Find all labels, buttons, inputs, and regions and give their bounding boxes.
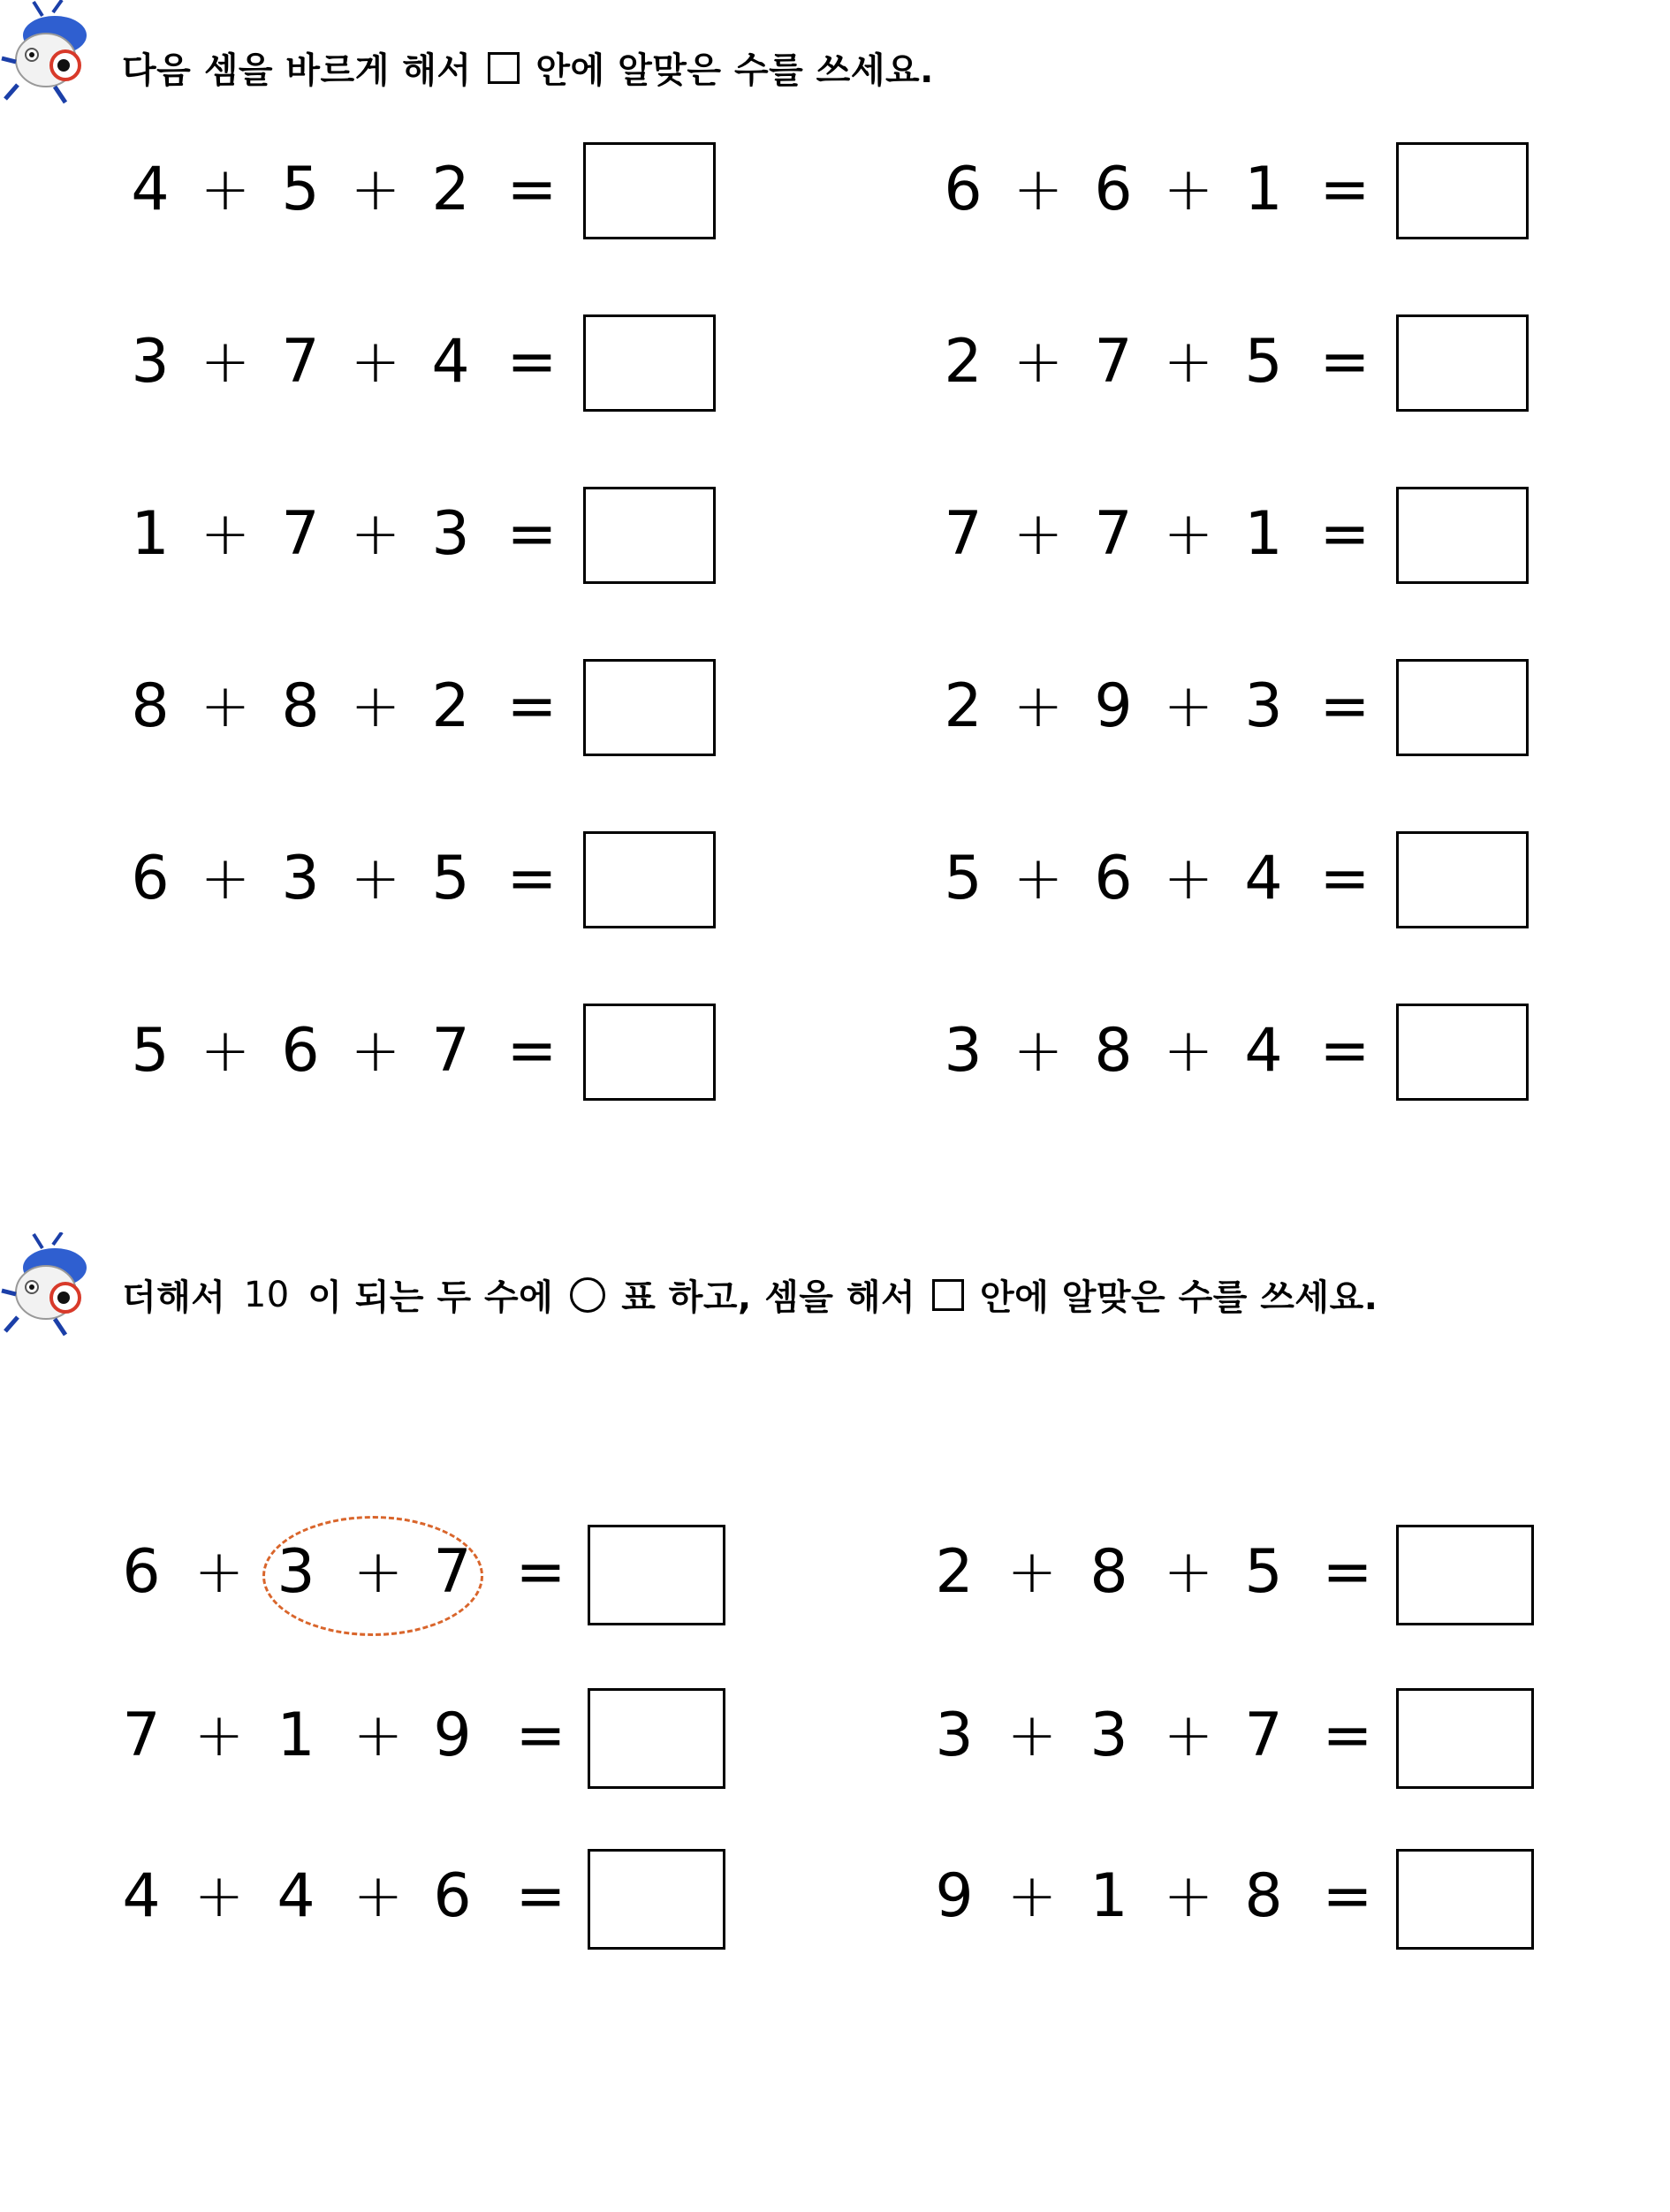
addend: 8	[131, 671, 170, 741]
answer-box[interactable]	[1396, 1688, 1534, 1789]
addend: 8	[1089, 1537, 1128, 1607]
equals-sign: =	[506, 499, 558, 569]
answer-box[interactable]	[583, 831, 716, 928]
plus-sign: +	[1013, 1016, 1064, 1086]
plus-sign: +	[350, 155, 401, 224]
plus-sign: +	[1013, 155, 1064, 224]
equals-sign: =	[506, 1016, 558, 1086]
mascot-icon	[0, 1232, 97, 1338]
addend: 7	[944, 499, 983, 569]
addend: 7	[1094, 499, 1133, 569]
plus-sign: +	[200, 1016, 251, 1086]
addend: 3	[131, 327, 170, 397]
addend: 9	[935, 1861, 974, 1931]
addend: 4	[277, 1861, 315, 1931]
addend: 7	[1244, 1701, 1283, 1770]
answer-box[interactable]	[1396, 1849, 1534, 1950]
addend: 1	[1089, 1861, 1128, 1931]
addend: 5	[131, 1016, 170, 1086]
equals-sign: =	[1319, 1016, 1370, 1086]
plus-sign: +	[350, 844, 401, 913]
instruction-2-part2: 이 되는 두 수에	[307, 1277, 554, 1318]
answer-box[interactable]	[1396, 659, 1529, 756]
addend: 5	[1244, 327, 1283, 397]
addend: 6	[1094, 844, 1133, 913]
plus-sign: +	[1163, 1016, 1214, 1086]
equals-sign: =	[1322, 1537, 1373, 1607]
addend: 7	[281, 499, 320, 569]
addend: 7	[1094, 327, 1133, 397]
plus-sign: +	[350, 327, 401, 397]
equals-sign: =	[515, 1861, 566, 1931]
answer-box-icon	[488, 52, 520, 84]
plus-sign: +	[1163, 1537, 1214, 1607]
answer-box[interactable]	[583, 314, 716, 412]
instruction-2-ten: 10	[243, 1274, 290, 1315]
answer-box[interactable]	[583, 487, 716, 584]
plus-sign: +	[1013, 327, 1064, 397]
answer-box[interactable]	[1396, 831, 1529, 928]
addend: 3	[1089, 1701, 1128, 1770]
equals-sign: =	[1319, 671, 1370, 741]
addend: 7	[431, 1016, 470, 1086]
answer-box-icon	[932, 1279, 964, 1311]
plus-sign: +	[200, 499, 251, 569]
addend: 3	[944, 1016, 983, 1086]
plus-sign: +	[350, 671, 401, 741]
answer-box[interactable]	[1396, 1004, 1529, 1101]
addend: 6	[433, 1861, 472, 1931]
addend: 9	[1094, 671, 1133, 741]
plus-sign: +	[1163, 499, 1214, 569]
addend: 4	[131, 155, 170, 224]
plus-sign: +	[194, 1537, 245, 1607]
addend: 6	[281, 1016, 320, 1086]
answer-box[interactable]	[588, 1849, 725, 1950]
addend: 3	[1244, 671, 1283, 741]
addend: 8	[281, 671, 320, 741]
answer-box[interactable]	[583, 142, 716, 239]
addend: 6	[944, 155, 983, 224]
answer-box[interactable]	[583, 659, 716, 756]
addend: 7	[281, 327, 320, 397]
addend: 7	[122, 1701, 161, 1770]
addend: 1	[277, 1701, 315, 1770]
equals-sign: =	[1319, 499, 1370, 569]
instruction-1-before: 다음 셈을 바르게 해서	[122, 50, 472, 91]
addend: 8	[1244, 1861, 1283, 1931]
addend: 8	[1094, 1016, 1133, 1086]
equals-sign: =	[506, 327, 558, 397]
instruction-1-text	[122, 42, 934, 93]
plus-sign: +	[200, 844, 251, 913]
plus-sign: +	[1013, 844, 1064, 913]
plus-sign: +	[353, 1537, 404, 1607]
plus-sign: +	[1006, 1861, 1058, 1931]
instruction-1-after: 안에 알맞은 수를 쓰세요.	[535, 50, 934, 91]
equals-sign: =	[1319, 155, 1370, 224]
answer-box[interactable]	[588, 1525, 725, 1625]
addend: 5	[944, 844, 983, 913]
equals-sign: =	[506, 671, 558, 741]
plus-sign: +	[1013, 499, 1064, 569]
addend: 1	[1244, 499, 1283, 569]
equals-sign: =	[1322, 1701, 1373, 1770]
plus-sign: +	[1163, 671, 1214, 741]
plus-sign: +	[1006, 1537, 1058, 1607]
instruction-2-text	[122, 1269, 1378, 1320]
plus-sign: +	[353, 1861, 404, 1931]
plus-sign: +	[1163, 1701, 1214, 1770]
plus-sign: +	[1163, 844, 1214, 913]
equals-sign: =	[506, 155, 558, 224]
mascot-icon	[0, 0, 97, 106]
addend: 4	[431, 327, 470, 397]
addend: 3	[277, 1537, 315, 1607]
addend: 5	[1244, 1537, 1283, 1607]
equals-sign: =	[1319, 844, 1370, 913]
addend: 5	[281, 155, 320, 224]
circle-mark-icon	[570, 1277, 605, 1313]
equals-sign: =	[515, 1537, 566, 1607]
addend: 6	[1094, 155, 1133, 224]
answer-box[interactable]	[588, 1688, 725, 1789]
equals-sign: =	[515, 1701, 566, 1770]
plus-sign: +	[1163, 1861, 1214, 1931]
plus-sign: +	[194, 1701, 245, 1770]
plus-sign: +	[1006, 1701, 1058, 1770]
addend: 2	[431, 155, 470, 224]
instruction-2-part3: 표 하고, 셈을 해서	[621, 1277, 916, 1318]
plus-sign: +	[350, 499, 401, 569]
instruction-2-part4: 안에 알맞은 수를 쓰세요.	[980, 1277, 1378, 1318]
plus-sign: +	[194, 1861, 245, 1931]
plus-sign: +	[1013, 671, 1064, 741]
addend: 4	[1244, 1016, 1283, 1086]
addend: 5	[431, 844, 470, 913]
addend: 1	[1244, 155, 1283, 224]
addend: 6	[122, 1537, 161, 1607]
addend: 9	[433, 1701, 472, 1770]
addend: 4	[122, 1861, 161, 1931]
instruction-2	[0, 1232, 1670, 1338]
addend: 7	[433, 1537, 472, 1607]
plus-sign: +	[200, 327, 251, 397]
addend: 2	[944, 671, 983, 741]
addend: 3	[431, 499, 470, 569]
equals-sign: =	[1319, 327, 1370, 397]
addend: 2	[431, 671, 470, 741]
answer-box[interactable]	[1396, 487, 1529, 584]
addend: 2	[935, 1537, 974, 1607]
answer-box[interactable]	[583, 1004, 716, 1101]
equals-sign: =	[506, 844, 558, 913]
addend: 3	[281, 844, 320, 913]
plus-sign: +	[200, 155, 251, 224]
answer-box[interactable]	[1396, 142, 1529, 239]
addend: 6	[131, 844, 170, 913]
equals-sign: =	[1322, 1861, 1373, 1931]
plus-sign: +	[200, 671, 251, 741]
plus-sign: +	[1163, 327, 1214, 397]
addend: 1	[131, 499, 170, 569]
addend: 4	[1244, 844, 1283, 913]
addend: 2	[944, 327, 983, 397]
plus-sign: +	[1163, 155, 1214, 224]
plus-sign: +	[353, 1701, 404, 1770]
addend: 3	[935, 1701, 974, 1770]
answer-box[interactable]	[1396, 314, 1529, 412]
instruction-2-part1: 더해서	[122, 1277, 226, 1318]
instruction-1	[0, 0, 1670, 106]
answer-box[interactable]	[1396, 1525, 1534, 1625]
plus-sign: +	[350, 1016, 401, 1086]
